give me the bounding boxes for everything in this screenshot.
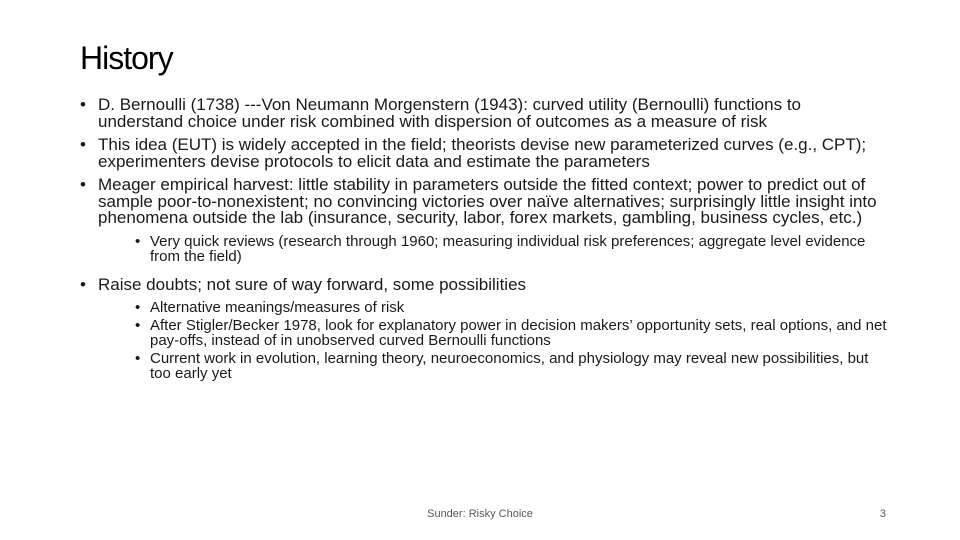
sub-bullet-quick-reviews: • Very quick reviews (research through 1960; measuring individual risk preferences; aggregate level evidence from the field): [135, 234, 890, 264]
slide-content: [80, 90, 890, 381]
sub-bullet-alternative-measures: • Alternative meanings/measures of risk: [135, 300, 890, 315]
sub-bullet-stigler-becker: • After Stigler/Becker 1978, look for explanatory power in decision makers’ opportunity sets, real options, and net pay-offs, instead of in unobserved curved Bernoulli functions: [135, 318, 890, 348]
bullet-eut-accepted: • This idea (EUT) is widely accepted in the field; theorists devise new parameterized curves (e.g., CPT); experimenters devise protocols to elicit data and estimate the parameters: [80, 137, 890, 170]
sublist-doubts: [80, 300, 890, 381]
sublist-meager: [80, 234, 890, 264]
bullet-raise-doubts: • Raise doubts; not sure of way forward, some possibilities: [80, 277, 890, 294]
slide-title: History: [80, 40, 173, 76]
slide-footer: Sunder: Risky Choice: [427, 508, 533, 520]
page-number: 3: [879, 508, 886, 520]
bullet-meager-harvest: • Meager empirical harvest: little stability in parameters outside the fitted context; power to predict out of sample poor-to-nonexistent; no convincing victories over naïve alternatives; surprisingly little insight into phenomena outside the lab (insurance, security, labor, forex markets, gambling, business cycles, etc.): [80, 177, 890, 227]
bullet-bernoulli: • D. Bernoulli (1738) ---Von Neumann Morgenstern (1943): curved utility (Bernoulli) functions to understand choice under risk combined with dispersion of outcomes as a measure of risk: [80, 97, 890, 130]
sub-bullet-current-work: • Current work in evolution, learning theory, neuroeconomics, and physiology may reveal new possibilities, but too early yet: [135, 351, 890, 381]
